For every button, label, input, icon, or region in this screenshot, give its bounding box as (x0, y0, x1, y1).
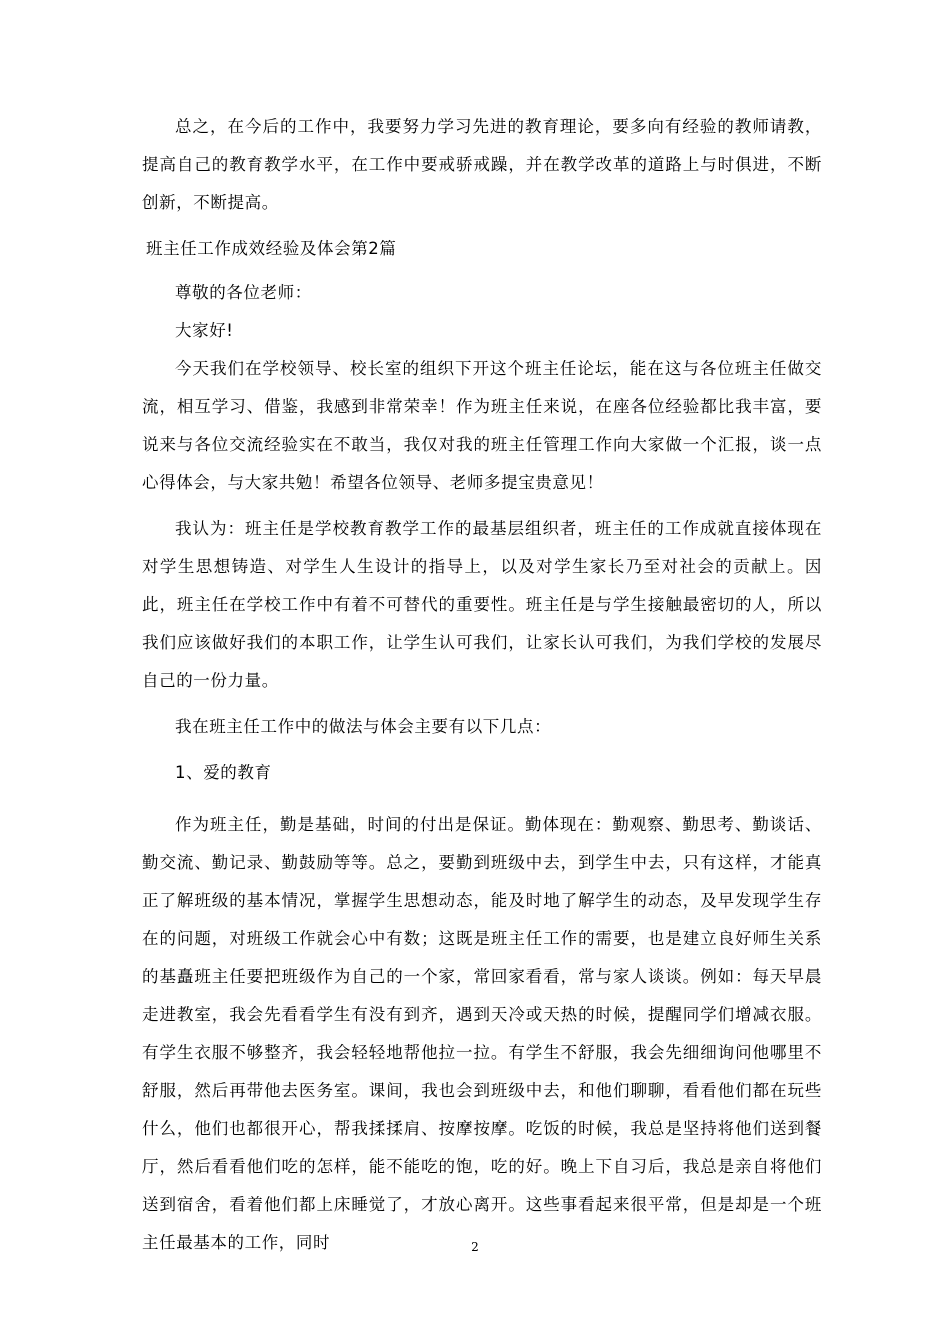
document-page (142, 108, 822, 1262)
paragraph-opinion: 我认为：班主任是学校教育教学工作的最基层组织者，班主任的工作成就直接体现在对学生思想铸造、对学生人生设计的指导上，以及对学生家长乃至对社会的贡献上。因此，班主任在学校工作中有着不可替代的重要性。班主任是与学生接触最密切的人，所以我们应该做好我们的本职工作，让学生认可我们，让家长认可我们，为我们学校的发展尽自己的一份力量。 (142, 519, 822, 690)
list-item-heading: 1、爱的教育 (175, 763, 272, 782)
paragraph-conclusion: 总之，在今后的工作中，我要努力学习先进的教育理论，要多向有经验的教师请教，提高自己的教育教学水平，在工作中要戒骄戒躁，并在教学改革的道路上与时俱进，不断创新，不断提高。 (142, 117, 822, 212)
paragraph-intro: 今天我们在学校领导、校长室的组织下开这个班主任论坛，能在这与各位班主任做交流，相互学习、借鉴，我感到非常荣幸！作为班主任来说，在座各位经验都比我丰富，要说来与各位交流经验实在不敢当，我仅对我的班主任管理工作向大家做一个汇报，谈一点心得体会，与大家共勉！希望各位领导、老师多提宝贵意见！ (142, 359, 822, 492)
paragraph-points-lead: 我在班主任工作中的做法与体会主要有以下几点： (175, 717, 552, 736)
page-number: 2 (471, 1240, 479, 1254)
greeting: 大家好! (175, 321, 234, 340)
salutation: 尊敬的各位老师： (175, 283, 312, 302)
section-title: 班主任工作成效经验及体会第2篇 (146, 239, 397, 258)
paragraph-diligence: 作为班主任，勤是基础，时间的付出是保证。勤体现在：勤观察、勤思考、勤谈话、勤交流、勤记录、勤鼓励等等。总之，要勤到班级中去，到学生中去，只有这样，才能真正了解班级的基本情况，掌握学生思想动态，能及时地了解学生的动态，及早发现学生存在的问题，对班级工作就会心中有数；这既是班主任工作的需要，也是建立良好师生关系的基矗班主任要把班级作为自己的一个家，常回家看看，常与家人谈谈。例如：每天早晨走进教室，我会先看看学生有没有到齐，遇到天冷或天热的时候，提醒同学们增减衣服。有学生衣服不够整齐，我会轻轻地帮他拉一拉。有学生不舒服，我会先细细询问他哪里不舒服，然后再带他去医务室。课间，我也会到班级中去，和他们聊聊，看看他们都在玩些什么，他们也都很开心，帮我揉揉肩、按摩按摩。吃饭的时候，我总是坚持将他们送到餐厅，然后看看他们吃的怎样，能不能吃的饱，吃的好。晚上下自习后，我总是亲自将他们送到宿舍，看着他们都上床睡觉了，才放心离开。这些事看起来很平常，但是却是一个班主任最基本的工作，同时 (142, 815, 822, 1252)
